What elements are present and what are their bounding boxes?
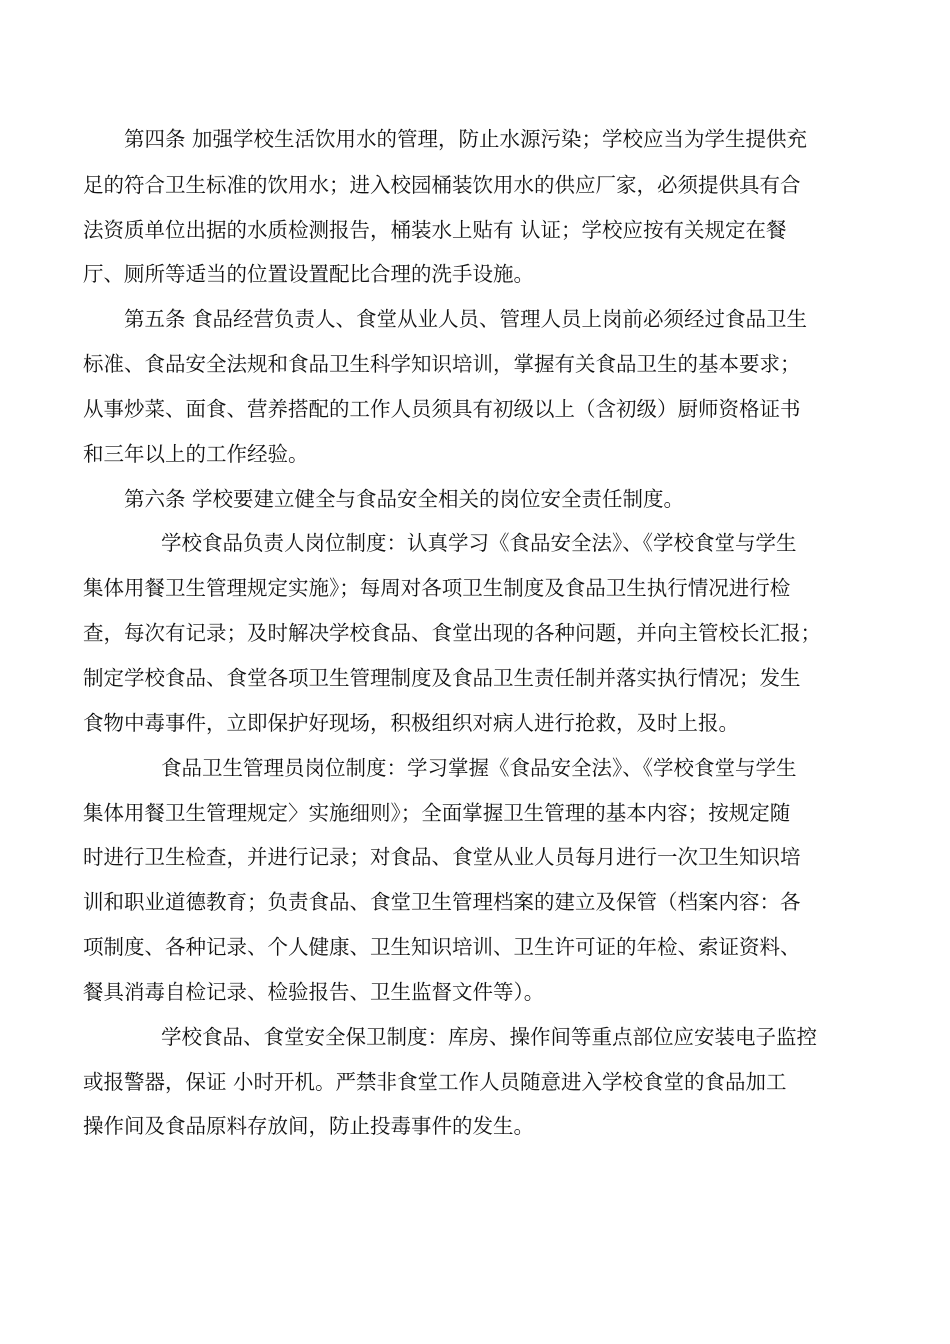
text-line: 第四条 加强学校生活饮用水的管理，防止水源污染；学校应当为学生提供充	[124, 127, 808, 151]
text-line: 操作间及食品原料存放间，防止投毒事件的发生。	[83, 1114, 534, 1138]
text-line: 项制度、各种记录、个人健康、卫生知识培训、卫生许可证的年检、索证资料、	[83, 935, 801, 959]
text-line: 法资质单位出据的水质检测报告，桶装水上贴有 认证；学校应按有关规定在餐	[83, 218, 787, 242]
text-line: 学校食品负责人岗位制度：认真学习《食品安全法》、《学校食堂与学生	[161, 531, 797, 555]
text-line: 从事炒菜、面食、营养搭配的工作人员须具有初级以上（含初级）厨师资格证书	[83, 397, 801, 421]
text-line: 足的符合卫生标准的饮用水；进入校园桶装饮用水的供应厂家，必须提供具有合	[83, 173, 801, 197]
text-line: 厅、厕所等适当的位置设置配比合理的洗手设施。	[83, 262, 534, 286]
text-line: 食物中毒事件，立即保护好现场，积极组织对病人进行抢救，及时上报。	[83, 711, 739, 735]
text-line: 第五条 食品经营负责人、食堂从业人员、管理人员上岗前必须经过食品卫生	[124, 307, 808, 331]
text-line: 和三年以上的工作经验。	[83, 442, 309, 466]
text-line: 集体用餐卫生管理规定〉实施细则》；全面掌握卫生管理的基本内容；按规定随	[83, 801, 791, 825]
text-line: 时进行卫生检查，并进行记录；对食品、食堂从业人员每月进行一次卫生知识培	[83, 845, 801, 869]
text-line: 标准、食品安全法规和食品卫生科学知识培训，掌握有关食品卫生的基本要求；	[83, 352, 801, 376]
text-line: 学校食品、食堂安全保卫制度：库房、操作间等重点部位应安装电子监控	[161, 1025, 817, 1049]
text-line: 查，每次有记录；及时解决学校食品、食堂出现的各种问题，并向主管校长汇报；	[83, 621, 821, 645]
text-line: 制定学校食品、食堂各项卫生管理制度及食品卫生责任制并落实执行情况；发生	[83, 666, 801, 690]
text-line: 第六条 学校要建立健全与食品安全相关的岗位安全责任制度。	[124, 487, 685, 511]
text-line: 餐具消毒自检记录、检验报告、卫生监督文件等）。	[83, 980, 545, 1004]
text-line: 集体用餐卫生管理规定实施》；每周对各项卫生制度及食品卫生执行情况进行检	[83, 576, 791, 600]
text-line: 训和职业道德教育；负责食品、食堂卫生管理档案的建立及保管（档案内容：各	[83, 890, 801, 914]
text-line: 或报警器，保证 小时开机。严禁非食堂工作人员随意进入学校食堂的食品加工	[83, 1070, 787, 1094]
text-line: 食品卫生管理员岗位制度：学习掌握《食品安全法》、《学校食堂与学生	[161, 756, 797, 780]
